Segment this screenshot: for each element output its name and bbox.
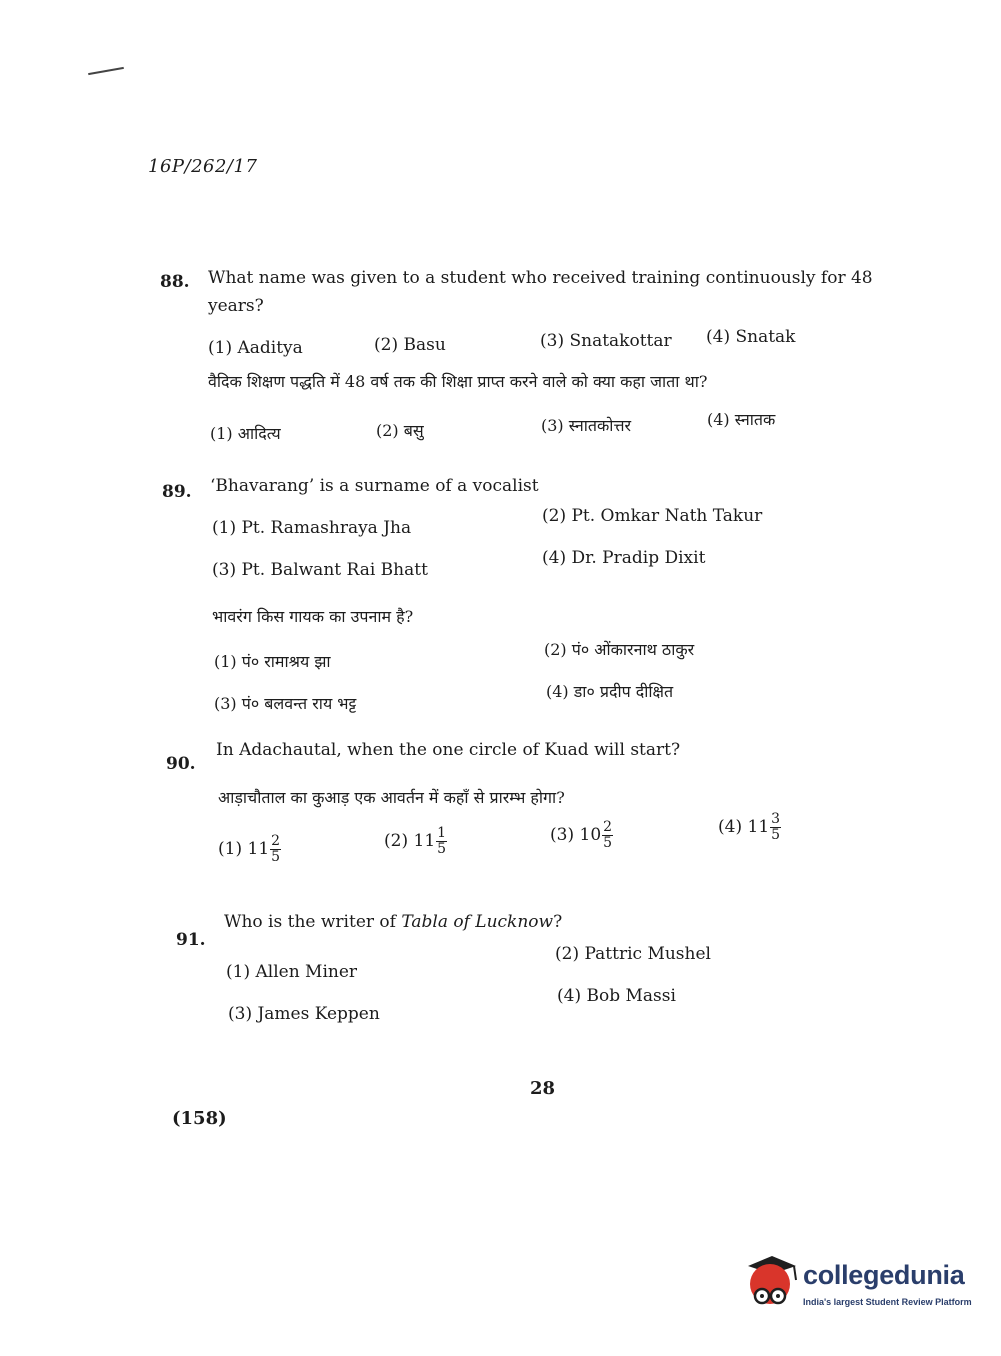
- question-88-option-1: (1) Aaditya: [208, 338, 303, 358]
- question-88-option-2-hindi: (2) बसु: [376, 421, 424, 440]
- question-89-option-4: (4) Dr. Pradip Dixit: [542, 548, 706, 568]
- question-91-number: 91.: [176, 930, 206, 950]
- question-88-option-4: (4) Snatak: [706, 327, 796, 347]
- question-89-option-3: (3) Pt. Balwant Rai Bhatt: [212, 560, 428, 580]
- question-89-text-hindi: भावरंग किस गायक का उपनाम है?: [212, 607, 414, 626]
- question-89-number: 89.: [162, 482, 192, 502]
- question-90-number: 90.: [166, 754, 196, 774]
- question-91-option-2: (2) Pattric Mushel: [555, 944, 711, 964]
- scan-mark: [88, 67, 124, 75]
- question-90-text-hindi: आड़ाचौताल का कुआड़ एक आवर्तन में कहाँ से प्रारम्भ होगा?: [218, 788, 565, 807]
- fraction-whole: 11: [247, 839, 270, 859]
- question-88-option-1-hindi: (1) आदित्य: [210, 424, 281, 443]
- question-89-option-2: (2) Pt. Omkar Nath Takur: [542, 506, 763, 526]
- question-91-option-3: (3) James Keppen: [228, 1004, 380, 1024]
- question-91-option-4: (4) Bob Massi: [557, 986, 676, 1006]
- question-88-text-line1: What name was given to a student who received training continuously for 48: [208, 268, 873, 288]
- option-label: (3): [550, 825, 575, 845]
- question-88-option-3-hindi: (3) स्नातकोत्तर: [541, 416, 632, 435]
- question-91-option-1: (1) Allen Miner: [226, 962, 358, 982]
- fraction-numerator: 1: [437, 825, 447, 841]
- question-89-option-2-hindi: (2) पं० ओंकारनाथ ठाकुर: [544, 640, 695, 659]
- book-title: Tabla of Lucknow: [401, 912, 554, 932]
- question-89-option-3-hindi: (3) पं० बलवन्त राय भट्ट: [214, 694, 357, 713]
- option-label: (4): [718, 817, 743, 837]
- option-label: (2): [384, 831, 409, 851]
- fraction-denominator: 5: [437, 841, 447, 857]
- fraction-whole: 11: [413, 831, 436, 851]
- question-91-text-suffix: ?: [553, 912, 563, 932]
- question-89-option-4-hindi: (4) डा० प्रदीप दीक्षित: [546, 682, 674, 701]
- question-88-option-3: (3) Snatakottar: [540, 331, 672, 351]
- question-90-option-3: [550, 820, 613, 851]
- option-label: (1): [218, 839, 243, 859]
- question-89-option-1-hindi: (1) पं० रामाश्रय झा: [214, 652, 331, 671]
- question-89-option-1: (1) Pt. Ramashraya Jha: [212, 518, 412, 538]
- question-90-option-2: [384, 826, 447, 857]
- fraction-whole: 10: [579, 825, 602, 845]
- fraction-denominator: 5: [771, 827, 781, 843]
- brand-tagline: India's largest Student Review Platform: [803, 1297, 972, 1307]
- booklet-code: (158): [172, 1108, 227, 1129]
- fraction-numerator: 3: [771, 811, 781, 827]
- question-90-option-1: [218, 834, 281, 865]
- question-88-text-line2: years?: [208, 296, 264, 316]
- paper-code: 16P/262/17: [148, 156, 258, 177]
- question-88-option-2: (2) Basu: [374, 335, 446, 355]
- question-90-option-4: [718, 812, 781, 843]
- question-88-number: 88.: [160, 272, 190, 292]
- question-88-text-hindi: वैदिक शिक्षण पद्धति में 48 वर्ष तक की शिक्षा प्राप्त करने वाले को क्या कहा जाता था?: [208, 372, 708, 391]
- question-91-text-prefix: Who is the writer of: [224, 912, 402, 932]
- question-91-text: [224, 912, 562, 932]
- fraction-denominator: 5: [271, 849, 281, 865]
- question-90-text: In Adachautal, when the one circle of Kuad will start?: [216, 740, 681, 760]
- fraction-numerator: 2: [271, 833, 281, 849]
- fraction-numerator: 2: [603, 819, 613, 835]
- fraction: [602, 820, 613, 851]
- fraction: [770, 812, 781, 843]
- question-89-text: ‘Bhavarang’ is a surname of a vocalist: [210, 476, 539, 496]
- brand-name: collegedunia: [803, 1260, 965, 1290]
- page-number: 28: [530, 1078, 556, 1099]
- fraction-denominator: 5: [603, 835, 613, 851]
- question-88-option-4-hindi: (4) स्नातक: [707, 410, 776, 429]
- fraction: [270, 834, 281, 865]
- fraction: [436, 826, 447, 857]
- fraction-whole: 11: [747, 817, 770, 837]
